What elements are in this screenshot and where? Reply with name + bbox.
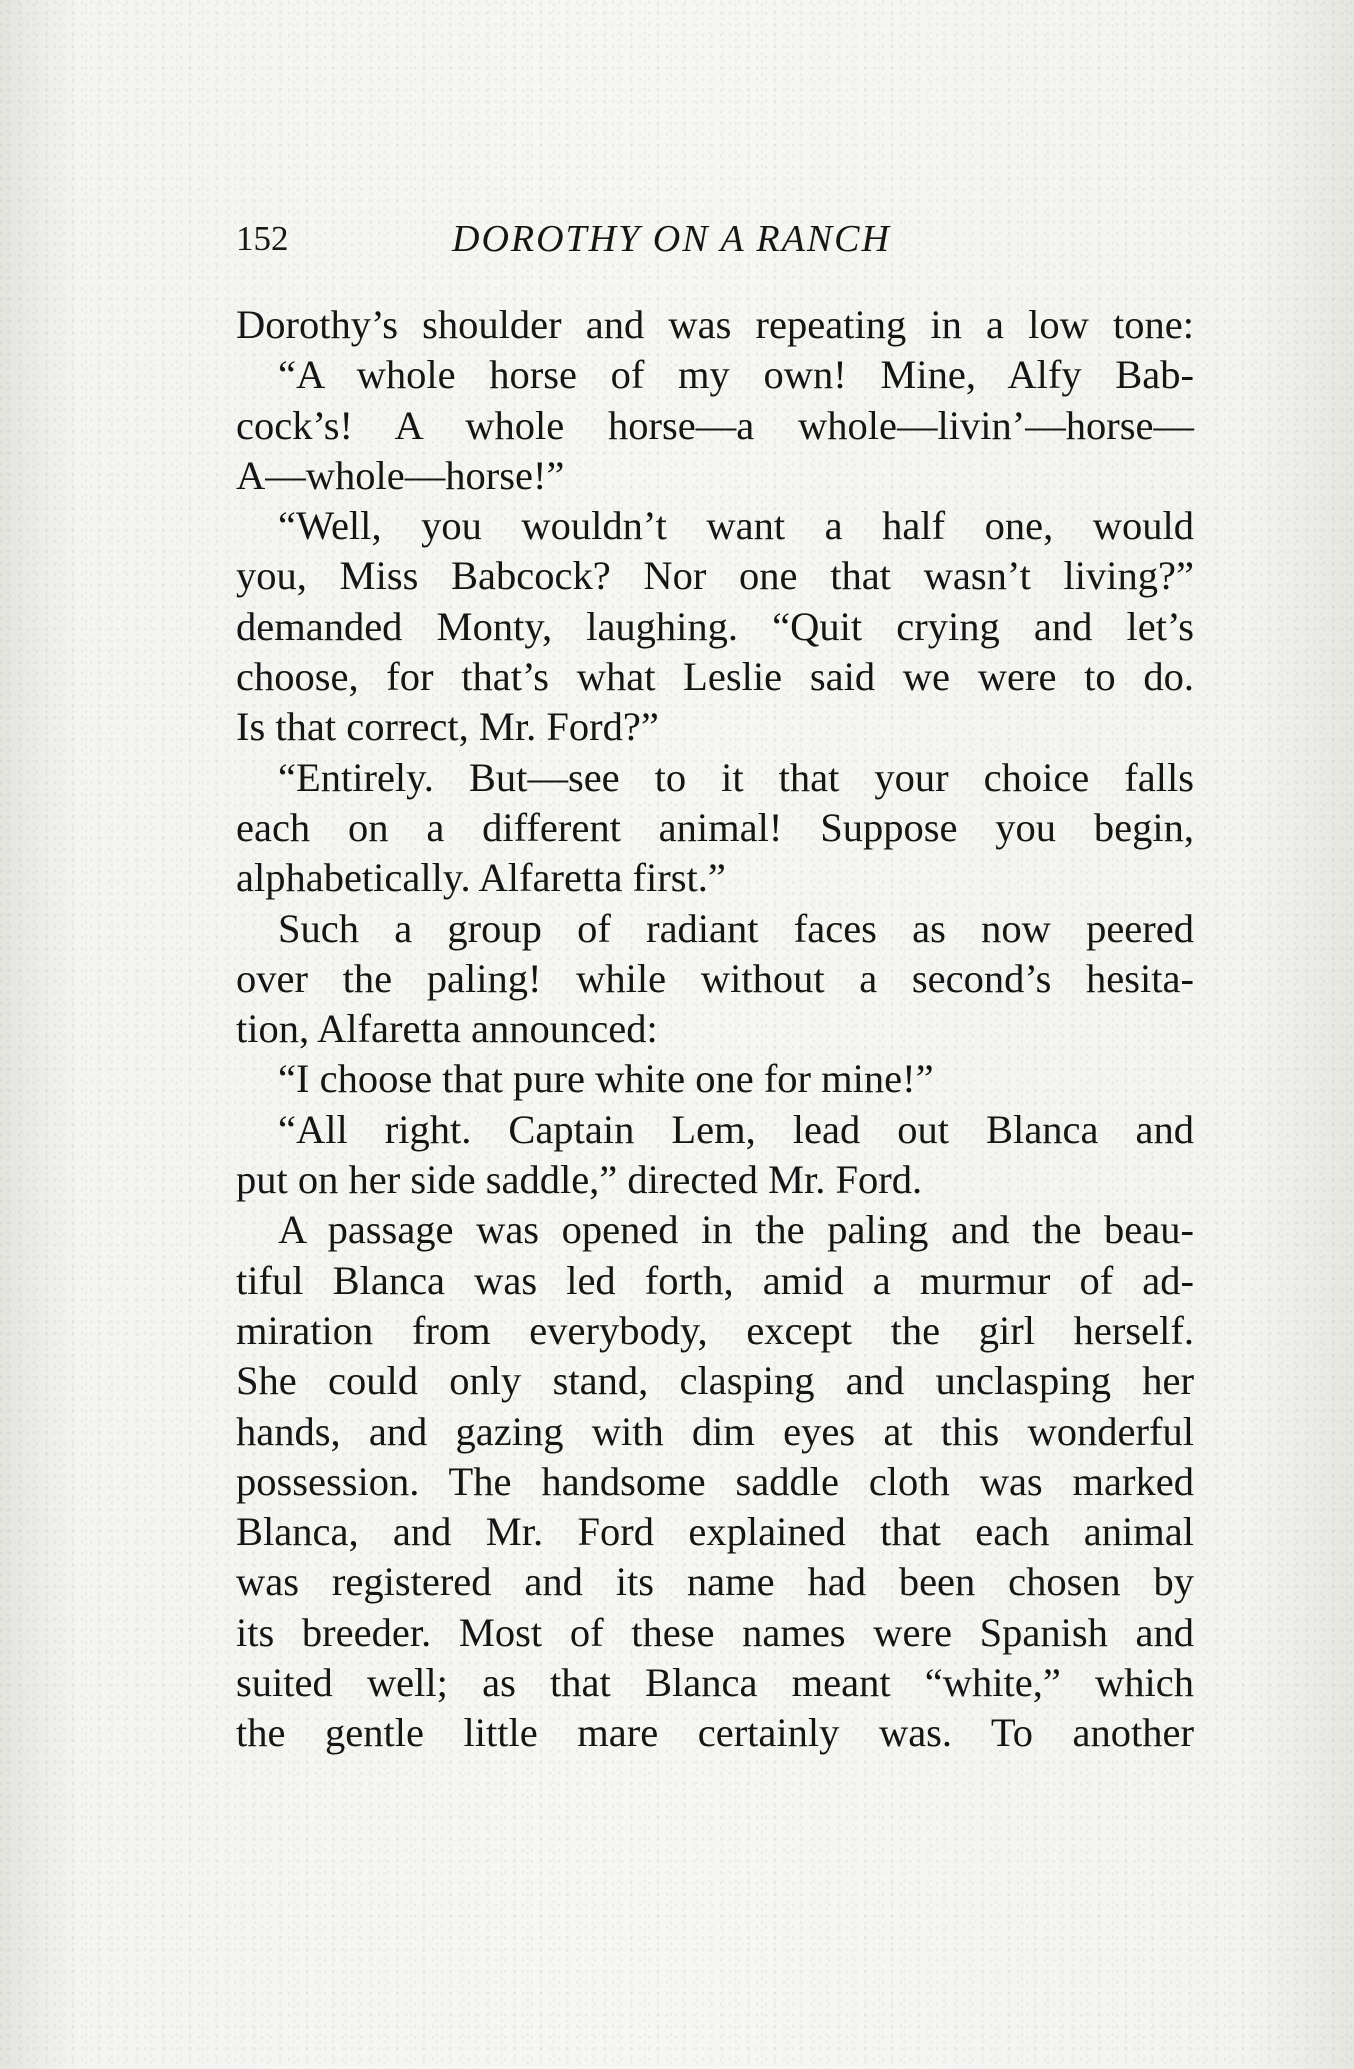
text-line: tiful Blanca was led forth, amid a murmur of ad- [236, 1257, 1194, 1303]
text-line: over the paling! while without a second’s hesita- [236, 955, 1194, 1001]
text-line: Blanca, and Mr. Ford explained that each animal [236, 1509, 1194, 1555]
text-line: was registered and its name had been chosen by [236, 1559, 1194, 1605]
text-line: tion, Alfaretta announced: [236, 1006, 658, 1052]
text-line: “A whole horse of my own! Mine, Alfy Bab- [278, 352, 1194, 398]
text-line: demanded Monty, laughing. “Quit crying and let’s [236, 603, 1194, 649]
text-line: each on a different animal! Suppose you begin, [236, 804, 1194, 850]
text-line: A passage was opened in the paling and the beau- [278, 1207, 1194, 1253]
text-line: “I choose that pure white one for mine!” [278, 1056, 934, 1102]
body-text [236, 300, 1194, 1759]
text-line: possession. The handsome saddle cloth was marked [236, 1458, 1194, 1504]
text-line: “All right. Captain Lem, lead out Blanca and [278, 1106, 1194, 1152]
text-line: hands, and gazing with dim eyes at this wonderful [236, 1408, 1194, 1454]
text-line: put on her side saddle,” directed Mr. Ford. [236, 1157, 923, 1203]
text-line: Dorothy’s shoulder and was repeating in a low tone: [236, 302, 1194, 347]
text-line: you, Miss Babcock? Nor one that wasn’t living?” [236, 553, 1194, 599]
text-line: the gentle little mare certainly was. To another [236, 1710, 1194, 1756]
text-line: its breeder. Most of these names were Spanish and [236, 1609, 1194, 1655]
text-line: miration from everybody, except the girl herself. [236, 1307, 1194, 1353]
text-line: Is that correct, Mr. Ford?” [236, 704, 659, 750]
text-line: choose, for that’s what Leslie said we were to do. [236, 654, 1194, 700]
text-line: “Entirely. But—see to it that your choice falls [278, 754, 1194, 800]
text-line: cock’s! A whole horse—a whole—livin’—horse— [236, 402, 1194, 448]
page-number: 152 [236, 219, 289, 258]
text-line: alphabetically. Alfaretta first.” [236, 855, 726, 901]
running-head [236, 214, 1016, 264]
text-line: She could only stand, clasping and unclasping her [236, 1358, 1194, 1404]
text-line: Such a group of radiant faces as now peered [278, 905, 1194, 951]
text-line: suited well; as that Blanca meant “white,” which [236, 1660, 1194, 1706]
text-line: A—whole—horse!” [236, 452, 565, 498]
book-title: DOROTHY ON A RANCH [452, 218, 891, 260]
text-line: “Well, you wouldn’t want a half one, would [278, 503, 1194, 549]
